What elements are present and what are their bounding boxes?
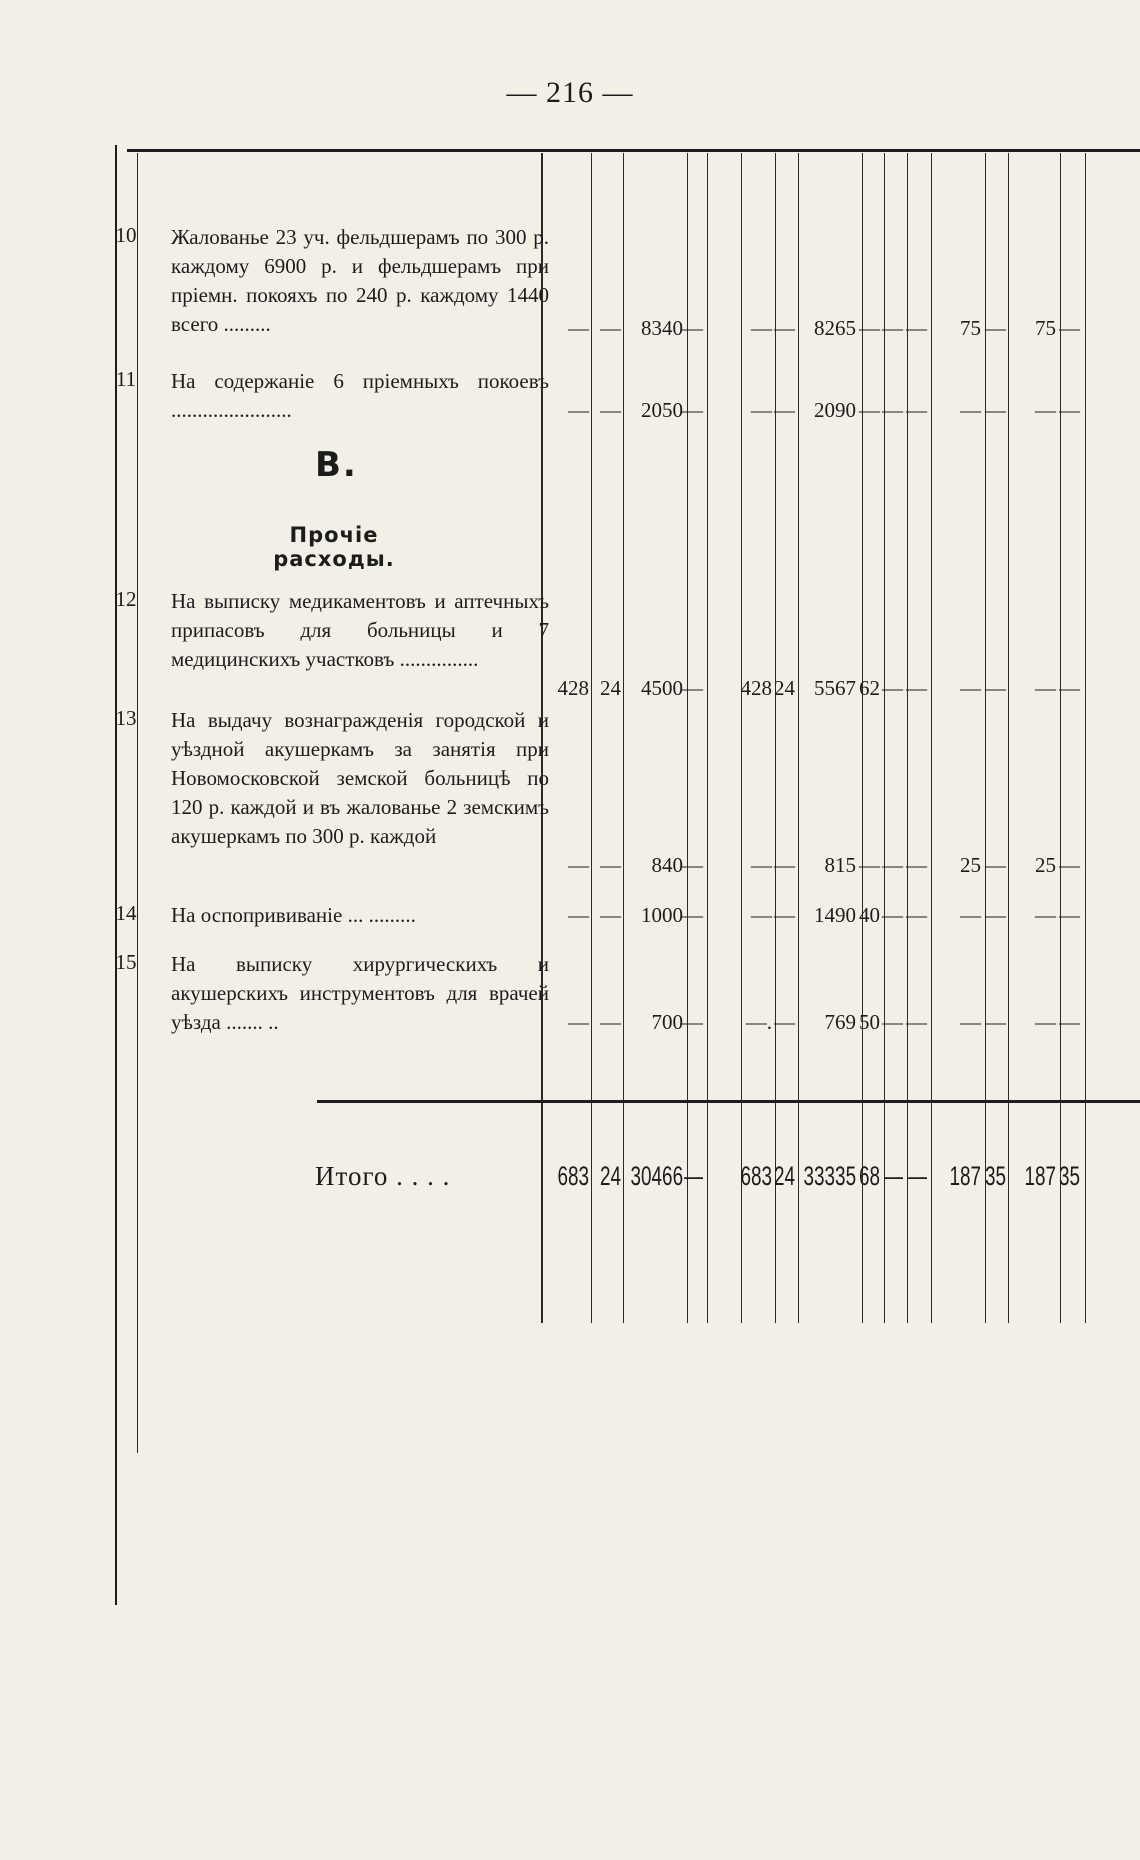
- value-cell: —.: [745, 1010, 772, 1034]
- value-cell: 2090: [814, 398, 856, 422]
- value-cell: —: [985, 853, 1006, 877]
- value-cell: —: [682, 398, 703, 422]
- value-cell: 75: [1035, 316, 1056, 340]
- column-rule: [623, 153, 624, 1323]
- value-cell: 428: [740, 676, 772, 700]
- total-value-cell: 35: [1058, 1161, 1080, 1191]
- value-cell: —: [1059, 676, 1080, 700]
- value-cell: —: [774, 1010, 795, 1034]
- value-cell: —: [682, 903, 703, 927]
- value-cell: —: [1059, 398, 1080, 422]
- total-value-cell: 24: [599, 1161, 621, 1191]
- value-cell: 2050: [641, 398, 683, 422]
- value-cell: —: [600, 1010, 621, 1034]
- value-cell: —: [1059, 853, 1080, 877]
- value-cell: —: [751, 903, 772, 927]
- value-cell: —: [1035, 676, 1056, 700]
- column-rule: [137, 153, 138, 1453]
- value-cell: —: [568, 316, 589, 340]
- row-description: На выписку медикаментовъ и аптечныхъ припасовъ для больницы и 7 медицинскихъ участковъ ...............: [171, 589, 549, 671]
- value-cell: 769: [824, 1010, 856, 1034]
- value-cell: —: [774, 853, 795, 877]
- row-description: На выдачу вознагражденія городской и уѣздной акушеркамъ за занятія при Новомосковской земской больницѣ по 120 р. каждой и въ жалованье 2 земскимъ акушеркамъ по 300 р. каждой: [171, 708, 549, 848]
- row-description: На содержаніе 6 пріемныхъ покоевъ .......................: [171, 369, 549, 422]
- value-cell: —: [985, 316, 1006, 340]
- value-cell: —: [1059, 1010, 1080, 1034]
- value-cell: 24: [600, 676, 621, 700]
- value-cell: 1490: [814, 903, 856, 927]
- value-cell: —: [751, 316, 772, 340]
- value-cell: 700: [651, 1010, 683, 1034]
- section-title: Прочіе расходы.: [273, 523, 395, 571]
- total-value-cell: 683: [740, 1161, 772, 1191]
- value-cell: —: [882, 1010, 903, 1034]
- value-cell: 1000: [641, 903, 683, 927]
- value-cell: —: [859, 853, 880, 877]
- value-cell: —: [882, 676, 903, 700]
- section-letter: В.: [315, 445, 358, 485]
- value-cell: —: [859, 398, 880, 422]
- value-cell: —: [600, 903, 621, 927]
- value-cell: —: [774, 903, 795, 927]
- total-value-cell: 35: [984, 1161, 1006, 1191]
- column-rule: [1008, 153, 1009, 1323]
- value-cell: —: [985, 676, 1006, 700]
- value-cell: —: [568, 853, 589, 877]
- total-value-cell: —: [884, 1161, 903, 1191]
- expense-table: [115, 145, 1140, 1615]
- total-value-cell: 24: [773, 1161, 795, 1191]
- value-cell: —: [1035, 903, 1056, 927]
- total-rule: [317, 1100, 1140, 1103]
- value-cell: —: [960, 676, 981, 700]
- value-cell: —: [682, 676, 703, 700]
- total-value-cell: —: [684, 1161, 703, 1191]
- value-cell: —: [751, 398, 772, 422]
- value-cell: —: [600, 316, 621, 340]
- value-cell: —: [985, 398, 1006, 422]
- value-cell: 5567: [814, 676, 856, 700]
- row-number: 14: [115, 901, 137, 925]
- total-label: Итого . . . .: [315, 1161, 451, 1191]
- value-cell: —: [882, 316, 903, 340]
- value-cell: —: [682, 316, 703, 340]
- column-rule: [741, 153, 742, 1323]
- total-value-cell: 33335: [803, 1161, 856, 1191]
- value-cell: 8265: [814, 316, 856, 340]
- column-rule: [798, 153, 799, 1323]
- value-cell: —: [1059, 903, 1080, 927]
- row-description: На оспопрививаніе ... .........: [171, 903, 416, 927]
- column-rule: [1085, 153, 1086, 1323]
- row-description: Жалованье 23 уч. фельдшерамъ по 300 р. каждому 6900 р. и фельдшерамъ при пріемн. покояхъ по 240 р. каждому 1440 всего .........: [171, 225, 549, 336]
- value-cell: 8340: [641, 316, 683, 340]
- value-cell: 40: [859, 903, 880, 927]
- value-cell: —: [1035, 398, 1056, 422]
- row-number: 11: [115, 367, 137, 391]
- column-rule: [931, 153, 932, 1323]
- value-cell: —: [960, 903, 981, 927]
- value-cell: —: [906, 903, 927, 927]
- value-cell: —: [568, 398, 589, 422]
- value-cell: —: [1035, 1010, 1056, 1034]
- total-value-cell: 30466: [630, 1161, 683, 1191]
- total-value-cell: 187: [949, 1161, 981, 1191]
- value-cell: —: [906, 1010, 927, 1034]
- value-cell: —: [906, 316, 927, 340]
- row-description: На выписку хирургическихъ и акушерскихъ инструментовъ для врачей уѣзда ....... ..: [171, 952, 549, 1034]
- column-rule: [707, 153, 708, 1323]
- value-cell: —: [751, 853, 772, 877]
- value-cell: —: [882, 398, 903, 422]
- value-cell: —: [682, 1010, 703, 1034]
- value-cell: 25: [1035, 853, 1056, 877]
- value-cell: —: [882, 853, 903, 877]
- total-value-cell: 68: [858, 1161, 880, 1191]
- value-cell: 24: [774, 676, 795, 700]
- value-cell: 75: [960, 316, 981, 340]
- value-cell: —: [906, 398, 927, 422]
- value-cell: —: [960, 398, 981, 422]
- value-cell: —: [882, 903, 903, 927]
- value-cell: 62: [859, 676, 880, 700]
- page-number: — 216 —: [506, 76, 634, 109]
- row-number: 15: [115, 950, 137, 974]
- value-cell: —: [568, 1010, 589, 1034]
- value-cell: —: [859, 316, 880, 340]
- value-cell: —: [960, 1010, 981, 1034]
- value-cell: 50: [859, 1010, 880, 1034]
- value-cell: —: [906, 853, 927, 877]
- value-cell: —: [906, 676, 927, 700]
- table-top-rule: [127, 149, 1140, 152]
- table-left-rule: [115, 145, 117, 1605]
- value-cell: 815: [824, 853, 856, 877]
- value-cell: —: [774, 316, 795, 340]
- value-cell: —: [682, 853, 703, 877]
- row-number: 12: [115, 587, 137, 611]
- value-cell: 4500: [641, 676, 683, 700]
- value-cell: —: [774, 398, 795, 422]
- value-cell: —: [1059, 316, 1080, 340]
- total-value-cell: 187: [1024, 1161, 1056, 1191]
- row-number: 10: [115, 223, 137, 247]
- value-cell: 428: [557, 676, 589, 700]
- value-cell: —: [985, 903, 1006, 927]
- total-value-cell: —: [908, 1161, 927, 1191]
- column-rule: [591, 153, 592, 1323]
- total-value-cell: 683: [557, 1161, 589, 1191]
- value-cell: 25: [960, 853, 981, 877]
- value-cell: —: [600, 853, 621, 877]
- value-cell: —: [600, 398, 621, 422]
- value-cell: —: [985, 1010, 1006, 1034]
- value-cell: —: [568, 903, 589, 927]
- value-cell: 840: [651, 853, 683, 877]
- row-number: 13: [115, 706, 137, 730]
